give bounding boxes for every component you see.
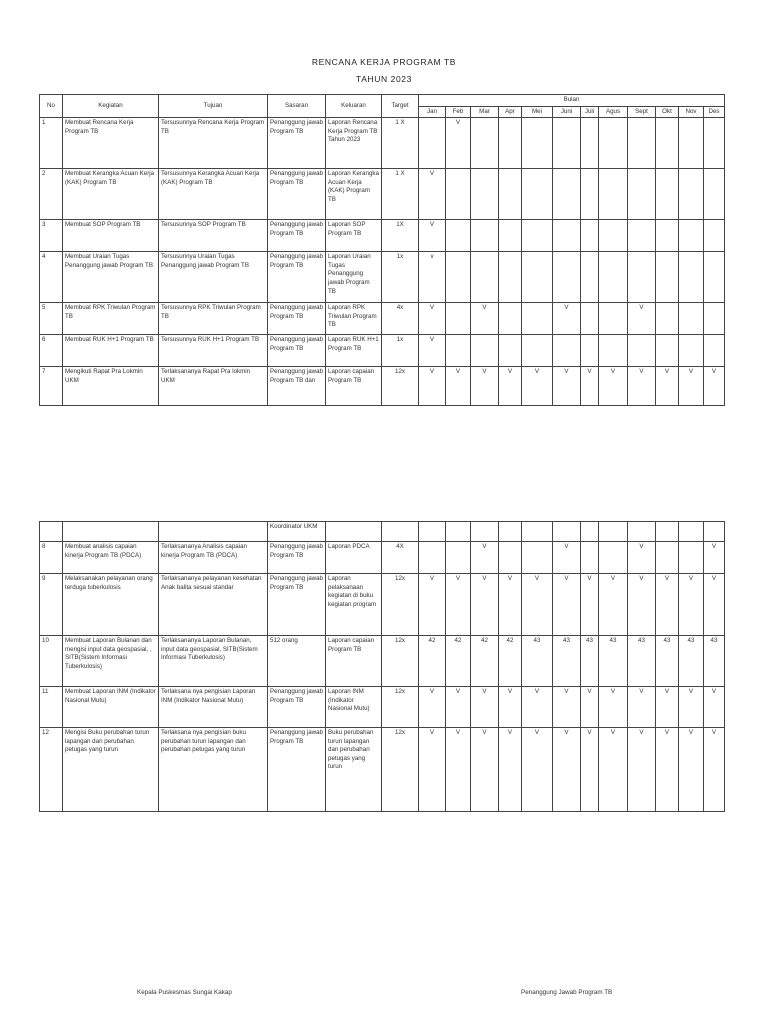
cell-month-mark [599,220,628,252]
cell-tujuan: Tersusunnya SOP Program TB [159,220,268,252]
cell-kegiatan: Melaksanakan pelayanan orang terduga tuberkulosis [63,574,159,636]
cell-month-mark: 43 [599,636,628,687]
header-month: Jan [419,106,446,118]
table-row [40,687,725,728]
cell-no: 7 [40,367,63,406]
header-month: Okt [656,106,679,118]
cell-month-mark [704,169,725,220]
cell-month-mark: V [553,367,581,406]
cell-keluaran: Laporan capaian Program TB [326,367,382,406]
table-row [40,728,725,812]
cell-month-mark [499,335,522,367]
cell-sasaran: Penanggung jawab Program TB [268,574,326,636]
cell-month-mark [679,335,704,367]
cell-month-mark: V [704,728,725,812]
cell-month-mark [581,542,599,574]
cell-keluaran: Laporan INM (Indikator Nasional Mutu) [326,687,382,728]
cell-kegiatan: Membuat Laporan INM (Indikator Nasional Mutu) [63,687,159,728]
cell-month-mark: 42 [471,636,499,687]
cell-month-mark: V [704,574,725,636]
cell-month-mark: 42 [499,636,522,687]
cell-month-mark [522,335,553,367]
header-month: Mar [471,106,499,118]
cell-keluaran: Laporan RUK H+1 Program TB [326,335,382,367]
cell-month-mark: 43 [553,636,581,687]
cell-month-mark: V [599,687,628,728]
header-month: Nov [679,106,704,118]
cell-sasaran: 512 orang [268,636,326,687]
header-month: Des [704,106,725,118]
cell-month-mark [679,252,704,303]
cell-kegiatan: Membuat SOP Program TB [63,220,159,252]
cell-month-mark: V [581,687,599,728]
cell-sasaran: Penanggung jawab Program TB [268,335,326,367]
cell-month-mark: V [499,728,522,812]
cell-month-mark: V [656,728,679,812]
signature-head-of-puskesmas: Kepala Puskesmas Sungai Kakap [137,989,232,996]
header-month: Juli [581,106,599,118]
cell-month-mark [628,335,656,367]
cell-kegiatan: Mengisi Buku perubahan turun lapangan dan perubahan petugas yang turun [63,728,159,812]
cell-month-mark: V [522,367,553,406]
cell-month-mark: V [656,367,679,406]
cell-month-mark [599,335,628,367]
cell-target: 1x [382,252,419,303]
table-row [40,303,725,335]
cell-month-mark [679,542,704,574]
work-plan-table-page-1 [39,94,725,406]
cell-month-mark [628,220,656,252]
cell-sasaran: Penanggung jawab Program TB [268,542,326,574]
header-bulan: Bulan [419,95,725,107]
cell-month-mark [522,118,553,169]
cell-month-mark [656,335,679,367]
cell-month-mark: V [679,367,704,406]
header-row [40,95,725,107]
cell-month-mark: V [553,728,581,812]
cell-month-mark: V [553,303,581,335]
document-year: TAHUN 2023 [356,74,412,84]
header-month: Agus [599,106,628,118]
cell-month-mark [419,118,446,169]
table-row [40,542,725,574]
cell-no: 5 [40,303,63,335]
cell-month-mark [471,220,499,252]
cell-target: 4X [382,542,419,574]
cell-month-mark: v [419,252,446,303]
cell-tujuan: Terlaksana nya pengisian Laporan INM (Indikator Nasional Mutu) [159,687,268,728]
cell-month-mark [553,335,581,367]
cell-sasaran: Penanggung jawab Program TB [268,303,326,335]
header-month: Feb [446,106,471,118]
cell-keluaran: Laporan Rencana Kerja Program TB Tahun 2023 [326,118,382,169]
cell-month-mark: V [599,367,628,406]
cell-month-mark [679,118,704,169]
cell-month-mark: V [419,169,446,220]
cell-kegiatan: Membuat Uraian Tugas Penanggung jawab Program TB [63,252,159,303]
cell-sasaran: Penanggung jawab Program TB [268,118,326,169]
cell-kegiatan: Mengikuti Rapat Pra Lokmin UKM [63,367,159,406]
cell-month-mark: V [704,367,725,406]
cell-month-mark: V [419,728,446,812]
cell-keluaran: Laporan Kerangka Acuan Kerja (KAK) Program TB [326,169,382,220]
table-row [40,335,725,367]
cell-month-mark: V [419,220,446,252]
cell-month-mark: V [656,687,679,728]
cell-kegiatan: Membuat analisis capaian kinerja Program TB (PDCA) [63,542,159,574]
cell-keluaran: Laporan SOP Program TB [326,220,382,252]
cell-no: 4 [40,252,63,303]
cell-month-mark [522,542,553,574]
cell-month-mark: V [553,542,581,574]
cell-month-mark [679,303,704,335]
cell-no: 12 [40,728,63,812]
cell-month-mark [581,169,599,220]
cell-target: 1X [382,220,419,252]
header-month: Apr [499,106,522,118]
cell-month-mark: V [522,728,553,812]
cell-month-mark [553,169,581,220]
cell-month-mark [471,169,499,220]
cell-month-mark [446,252,471,303]
cell-month-mark [499,542,522,574]
cell-tujuan: Tersusunnya Rencana Kerja Program TB [159,118,268,169]
cell-month-mark [656,542,679,574]
cell-sasaran: Penanggung jawab Program TB dan [268,367,326,406]
cell-tujuan: Terlaksananya Rapat Pra lokmin UKM [159,367,268,406]
work-plan-table-page-2 [39,521,725,812]
cell-month-mark: V [499,574,522,636]
cell-kegiatan: Membuat Kerangka Acuan Kerja (KAK) Program TB [63,169,159,220]
cell-month-mark: V [581,367,599,406]
cell-tujuan: Tersusunnya Kerangka Acuan Kerja (KAK) Program TB [159,169,268,220]
cell-month-mark: V [471,728,499,812]
cell-keluaran: Laporan PDCA [326,542,382,574]
cell-month-mark [656,303,679,335]
cell-month-mark: V [419,687,446,728]
cell-month-mark [704,118,725,169]
cell-target: 12x [382,728,419,812]
cell-tujuan: Terlaksananya pelayanan kesehatan Anak balita sesuai standar [159,574,268,636]
table-row [40,169,725,220]
cell-month-mark: V [628,728,656,812]
cell-month-mark [446,335,471,367]
cell-month-mark [628,118,656,169]
cell-month-mark: V [471,542,499,574]
cell-month-mark: V [419,303,446,335]
cell-month-mark: V [628,574,656,636]
cell-month-mark: V [679,574,704,636]
cell-no: 8 [40,542,63,574]
table-row [40,367,725,406]
cell-sasaran: Penanggung jawab Program TB [268,220,326,252]
cell-target: 12x [382,636,419,687]
cell-month-mark [499,252,522,303]
cell-month-mark [553,220,581,252]
cell-tujuan: Terlaksananya Laporan Bulanan, input data geospasial, SITB(Sistem Informasi Tuberkulosis) [159,636,268,687]
cell-month-mark [446,542,471,574]
cell-month-mark: 43 [628,636,656,687]
cell-target: 12x [382,687,419,728]
cell-month-mark [522,220,553,252]
header-kegiatan: Kegiatan [63,95,159,118]
cell-month-mark: 43 [581,636,599,687]
cell-month-mark: V [704,542,725,574]
cell-keluaran: Laporan Uraian Tugas Penanggung jawab Program TB [326,252,382,303]
cell-month-mark: 43 [679,636,704,687]
cell-month-mark: V [419,574,446,636]
header-target: Target [382,95,419,118]
cell-month-mark [446,303,471,335]
cell-month-mark [628,169,656,220]
table-row [40,220,725,252]
cell-month-mark [499,169,522,220]
cell-month-mark [499,220,522,252]
header-month: Mei [522,106,553,118]
cell-month-mark: V [471,687,499,728]
cell-target: 12x [382,367,419,406]
cell-month-mark [599,169,628,220]
cell-month-mark [599,303,628,335]
cell-tujuan: Tersusunnya RPK Triwulan Program TB [159,303,268,335]
cell-month-mark [553,118,581,169]
cell-sasaran: Penanggung jawab Program TB [268,687,326,728]
signature-program-officer: Penanggung Jawab Program TB [521,989,613,996]
cell-month-mark: V [419,335,446,367]
cell-month-mark [419,542,446,574]
cell-month-mark [679,169,704,220]
carry-over-sasaran: Koordinator UKM [268,522,326,542]
cell-tujuan: Terlaksana nya pengisian buku perubahan turun lapangan dan perubahan petugas yang turun [159,728,268,812]
cell-month-mark [704,335,725,367]
cell-sasaran: Penanggung jawab Program TB [268,252,326,303]
cell-month-mark: V [471,574,499,636]
table-row [40,574,725,636]
cell-month-mark: V [599,728,628,812]
cell-month-mark [553,252,581,303]
cell-no: 9 [40,574,63,636]
cell-target: 1 X [382,118,419,169]
cell-month-mark: V [553,574,581,636]
cell-month-mark [581,335,599,367]
cell-month-mark: V [419,367,446,406]
cell-no: 10 [40,636,63,687]
cell-month-mark: V [679,728,704,812]
table-row [40,118,725,169]
cell-no: 11 [40,687,63,728]
cell-month-mark: 42 [419,636,446,687]
cell-month-mark: 43 [656,636,679,687]
cell-month-mark: V [499,687,522,728]
cell-month-mark [599,252,628,303]
cell-target: 12x [382,574,419,636]
cell-month-mark: V [628,303,656,335]
cell-no: 6 [40,335,63,367]
cell-month-mark [704,252,725,303]
cell-month-mark: V [628,367,656,406]
cell-target: 1x [382,335,419,367]
cell-month-mark: V [471,303,499,335]
cell-month-mark: V [446,728,471,812]
cell-month-mark [704,220,725,252]
cell-keluaran: Buku perubahan turun lapangan dan perubahan petugas yang turun [326,728,382,812]
cell-month-mark [679,220,704,252]
cell-month-mark [581,303,599,335]
cell-month-mark [471,252,499,303]
cell-target: 4x [382,303,419,335]
carry-over-row [40,522,725,542]
header-sasaran: Sasaran [268,95,326,118]
cell-kegiatan: Membuat Laporan Bulanan dan mengisi input data geospasial, , SITB(Sistem Informasi Tuberkulosis) [63,636,159,687]
cell-target: 1 X [382,169,419,220]
cell-sasaran: Penanggung jawab Program TB [268,169,326,220]
header-month: Sept [628,106,656,118]
cell-month-mark [581,118,599,169]
header-tujuan: Tujuan [159,95,268,118]
cell-tujuan: Terlaksananya Analisis capaian kinerja Program TB (PDCA) [159,542,268,574]
cell-tujuan: Tersusunnya Uraian Tugas Penanggung jawab Program TB [159,252,268,303]
cell-month-mark: V [599,574,628,636]
cell-month-mark [656,220,679,252]
table-row [40,252,725,303]
cell-keluaran: Laporan pelaksanaan kegiatan di buku kegiatan program [326,574,382,636]
cell-month-mark: V [704,687,725,728]
cell-month-mark: V [581,574,599,636]
cell-month-mark: V [446,118,471,169]
cell-month-mark: V [581,728,599,812]
cell-month-mark [599,118,628,169]
header-no: No [40,95,63,118]
cell-kegiatan: Membuat Rencana Kerja Program TB [63,118,159,169]
cell-month-mark [446,220,471,252]
cell-month-mark [599,542,628,574]
cell-no: 1 [40,118,63,169]
cell-sasaran: Penanggung jawab Program TB [268,728,326,812]
cell-month-mark [656,252,679,303]
header-month: Juni [553,106,581,118]
cell-month-mark: 42 [446,636,471,687]
cell-month-mark: V [553,687,581,728]
cell-month-mark [656,169,679,220]
cell-keluaran: Laporan capaian Program TB [326,636,382,687]
cell-month-mark: V [446,687,471,728]
cell-month-mark [581,252,599,303]
cell-month-mark: V [522,687,553,728]
cell-month-mark [499,303,522,335]
cell-kegiatan: Membuat RPK Triwulan Program TB [63,303,159,335]
document-title: RENCANA KERJA PROGRAM TB [311,57,457,67]
cell-no: 2 [40,169,63,220]
cell-month-mark [656,118,679,169]
cell-month-mark: 43 [522,636,553,687]
cell-month-mark [628,252,656,303]
cell-month-mark [499,118,522,169]
cell-tujuan: Tersusunnya RUK H+1 Program TB [159,335,268,367]
cell-month-mark: V [656,574,679,636]
cell-month-mark [471,335,499,367]
cell-month-mark: V [628,687,656,728]
cell-month-mark: V [499,367,522,406]
cell-month-mark: V [679,687,704,728]
cell-month-mark [522,303,553,335]
header-keluaran: Keluaran [326,95,382,118]
cell-month-mark [446,169,471,220]
cell-month-mark: 43 [704,636,725,687]
cell-no: 3 [40,220,63,252]
cell-month-mark [471,118,499,169]
cell-month-mark: V [471,367,499,406]
cell-month-mark: V [446,574,471,636]
cell-month-mark: V [628,542,656,574]
cell-keluaran: Laporan RPK Triwulan Program TB [326,303,382,335]
cell-month-mark: V [522,574,553,636]
cell-month-mark [704,303,725,335]
cell-kegiatan: Membuat RUK H+1 Program TB [63,335,159,367]
cell-month-mark [522,169,553,220]
cell-month-mark [522,252,553,303]
table-row [40,636,725,687]
cell-month-mark: V [446,367,471,406]
cell-month-mark [581,220,599,252]
